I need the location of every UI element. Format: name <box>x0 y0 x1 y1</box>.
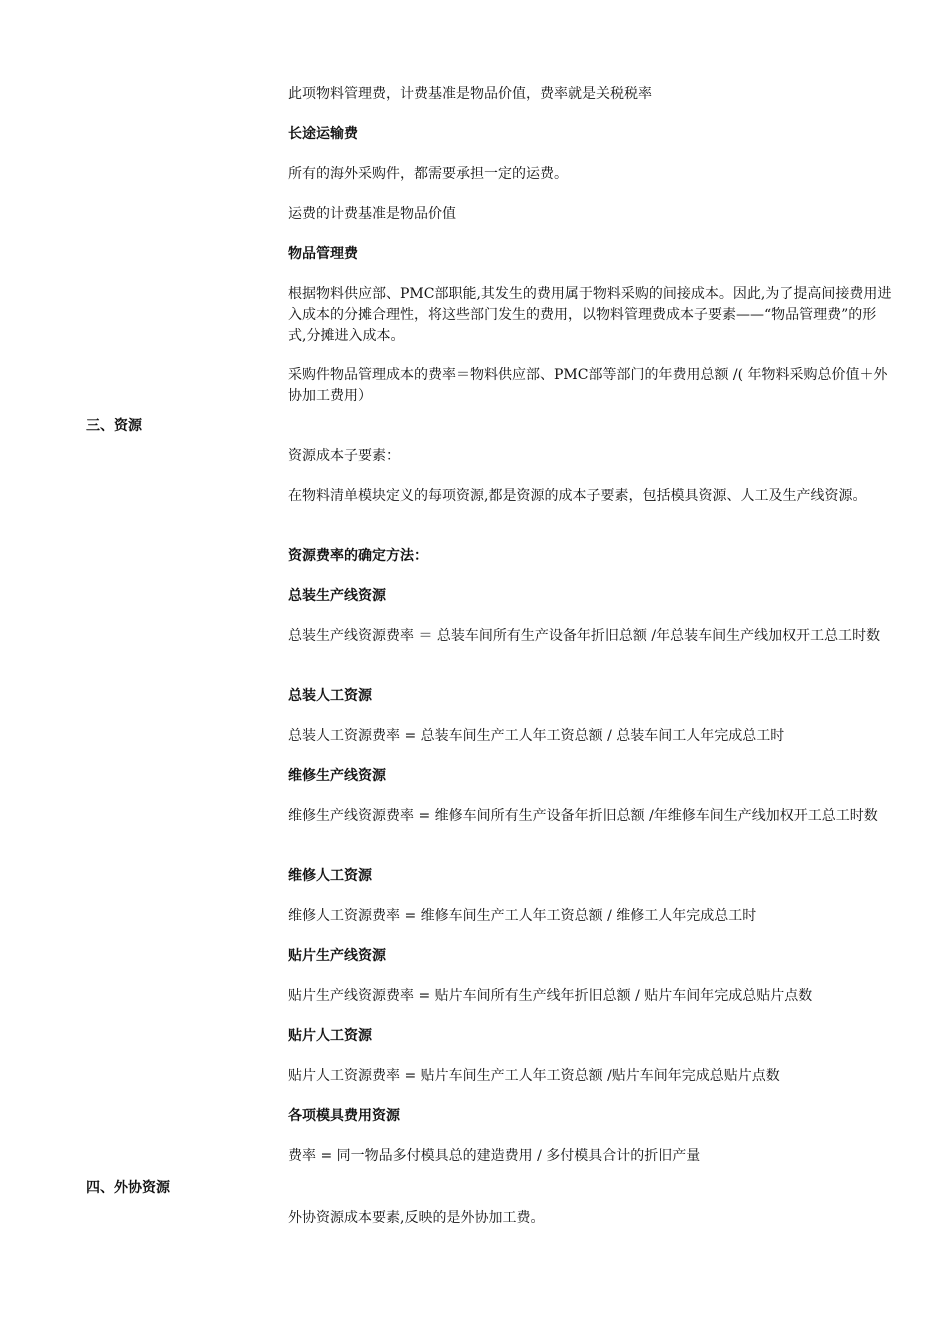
paragraph-bom-resources: 在物料清单模块定义的每项资源,都是资源的成本子要素，包括模具资源、人工及生产线资源。 <box>288 488 867 504</box>
paragraph-assembly-line-rate: 总装生产线资源费率 ＝ 总装车间所有生产设备年折旧总额 /年总装车间生产线加权开工总工时数 <box>288 628 881 644</box>
paragraph-material-fee-basis: 此项物料管理费，计费基准是物品价值，费率就是关税税率 <box>288 86 652 102</box>
paragraph-mold-cost-rate: 费率 = 同一物品多付模具总的建造费用 / 多付模具合计的折旧产量 <box>288 1148 701 1164</box>
paragraph-freight-basis: 运费的计费基准是物品价值 <box>288 206 456 222</box>
paragraph-assembly-labor-rate: 总装人工资源费率 = 总装车间生产工人年工资总额 / 总装车间工人年完成总工时 <box>288 728 785 744</box>
heading-goods-management-fee: 物品管理费 <box>288 246 358 262</box>
paragraph-smt-labor-rate: 贴片人工资源费率 = 贴片车间生产工人年工资总额 /贴片车间年完成总贴片点数 <box>288 1068 780 1084</box>
heading-repair-labor: 维修人工资源 <box>288 868 372 884</box>
paragraph-management-rate: 采购件物品管理成本的费率＝物料供应部、PMC部等部门的年费用总额 /( 年物料采购总价值＋外协加工费用） <box>288 367 888 404</box>
heading-smt-line: 贴片生产线资源 <box>288 948 386 964</box>
heading-resource-rate-method: 资源费率的确定方法： <box>288 548 428 564</box>
heading-assembly-line: 总装生产线资源 <box>288 588 386 604</box>
paragraph-overseas-freight: 所有的海外采购件，都需要承担一定的运费。 <box>288 166 568 182</box>
heading-smt-labor: 贴片人工资源 <box>288 1028 372 1044</box>
paragraph-repair-line-rate: 维修生产线资源费率 = 维修车间所有生产设备年折旧总额 /年维修车间生产线加权开工总工时数 <box>288 808 878 824</box>
heading-assembly-labor: 总装人工资源 <box>288 688 372 704</box>
section-title-outsourcing: 四、外协资源 <box>86 1180 170 1196</box>
heading-long-distance-freight: 长途运输费 <box>288 126 358 142</box>
heading-mold-cost: 各项模具费用资源 <box>288 1108 400 1124</box>
heading-repair-line: 维修生产线资源 <box>288 768 386 784</box>
paragraph-repair-labor-rate: 维修人工资源费率 = 维修车间生产工人年工资总额 / 维修工人年完成总工时 <box>288 908 757 924</box>
paragraph-indirect-cost: 根据物料供应部、PMC部职能,其发生的费用属于物料采购的间接成本。因此,为了提高间接费用进入成本的分摊合理性，将这些部门发生的费用，以物料管理费成本子要素——“物品管理费”的形式,分摊进入成本。 <box>288 286 892 344</box>
paragraph-smt-line-rate: 贴片生产线资源费率 = 贴片车间所有生产线年折旧总额 / 贴片车间年完成总贴片点数 <box>288 988 813 1004</box>
paragraph-resource-subelement: 资源成本子要素： <box>288 448 400 464</box>
paragraph-outsourcing-fee: 外协资源成本要素,反映的是外协加工费。 <box>288 1210 545 1226</box>
section-title-resources: 三、资源 <box>86 418 142 434</box>
